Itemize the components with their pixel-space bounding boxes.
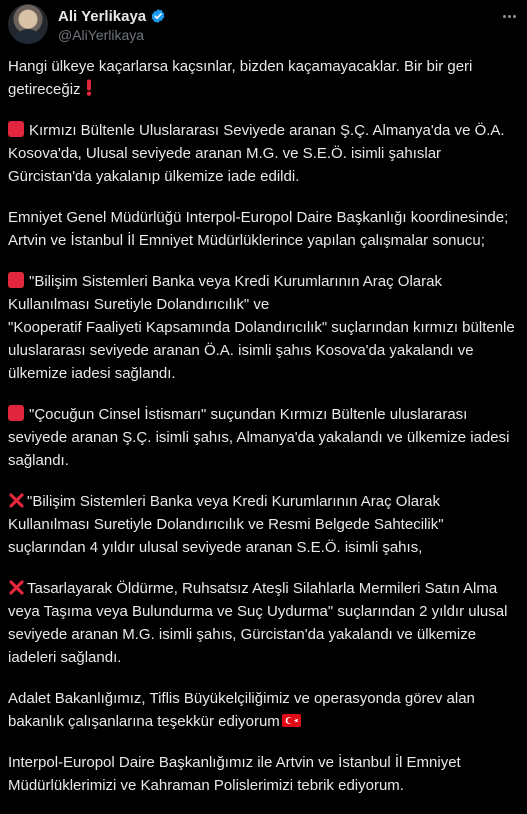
tweet-paragraph-3-text: Emniyet Genel Müdürlüğü Interpol-Europol Daire Başkanlığı koordinesinde; Artvin ve İstanbul İl Emniyet Müdürlüklerince yapılan çalışmalar sonucu;: [8, 209, 509, 249]
author-name-row[interactable]: [58, 7, 166, 25]
tweet-paragraph-5: [8, 403, 516, 472]
cross-mark-emoji: [8, 579, 25, 596]
tweet-header: [8, 4, 519, 44]
turkey-flag-emoji: [282, 714, 301, 727]
tweet-paragraph-8: [8, 687, 516, 733]
tweet-paragraph-5-text: "Çocuğun Cinsel İstismarı" suçundan Kırmızı Bültenle uluslararası seviyede aranan Ş.Ç. isimli şahıs, Almanya'da yakalandı ve ülkemize iadesi sağlandı.: [8, 406, 510, 469]
red-square-emoji: [8, 121, 24, 137]
tweet-paragraph-2-text: Kırmızı Bültenle Uluslararası Seviyede aranan Ş.Ç. Almanya'da ve Ö.A. Kosova'da, Ulusal seviyede aranan M.G. ve S.E.Ö. isimli şahıslar Gürcistan'da yakalanıp ülkemize iade edildi.: [8, 122, 505, 185]
tweet-paragraph-4: [8, 270, 516, 385]
tweet-paragraph-1-text: Hangi ülkeye kaçarlarsa kaçsınlar, bizden kaçamayacaklar. Bir bir geri getireceğiz: [8, 58, 473, 98]
tweet-paragraph-7: [8, 577, 516, 669]
tweet-paragraph-1: [8, 55, 516, 101]
tweet-paragraph-4-line-1: "Bilişim Sistemleri Banka veya Kredi Kurumlarının Araç Olarak Kullanılması Suretiyle Dolandırıcılık" ve: [8, 273, 442, 313]
tweet-paragraph-9-text: Interpol-Europol Daire Başkanlığımız ile Artvin ve İstanbul İl Emniyet Müdürlüklerimizi ve Kahraman Polislerimizi tebrik ediyorum.: [8, 754, 461, 794]
tweet-paragraph-2: [8, 119, 516, 188]
tweet-paragraph-7-text: Tasarlayarak Öldürme, Ruhsatsız Ateşli Silahlarla Mermileri Satın Alma veya Taşıma veya Bulundurma ve Suç Uydurma" suçlarından 2 yıldır ulusal seviyede aranan M.G. isimli şahıs, Gürcistan'da yakalandı ve ülkemize iadeleri sağlandı.: [8, 580, 508, 666]
tweet-paragraph-8-text: Adalet Bakanlığımız, Tiflis Büyükelçiliğimiz ve operasyonda görev alan bakanlık çalışanlarına teşekkür ediyorum: [8, 690, 475, 730]
tweet-paragraph-4-line-2: "Kooperatif Faaliyeti Kapsamında Dolandırıcılık" suçlarından kırmızı bültenle uluslararası seviyede aranan Ö.A. isimli şahıs Kosova'da yakalandı ve ülkemize iadesi sağlandı.: [8, 319, 515, 382]
tweet-text: [8, 55, 516, 797]
tweet-paragraph-9: [8, 751, 516, 797]
avatar[interactable]: [8, 4, 48, 44]
tweet-paragraph-6-text: "Bilişim Sistemleri Banka veya Kredi Kurumlarının Araç Olarak Kullanılması Suretiyle Dolandırıcılık ve Resmi Belgede Sahtecilik" suçlarından 4 yıldır ulusal seviyede aranan S.E.Ö. isimli şahıs,: [8, 493, 444, 556]
tweet-paragraph-3: [8, 206, 516, 252]
cross-mark-emoji: [8, 492, 25, 509]
author-handle[interactable]: @AliYerlikaya: [58, 27, 145, 43]
verified-badge-icon: [150, 8, 166, 24]
red-square-emoji: [8, 272, 24, 288]
more-options-icon[interactable]: [499, 6, 519, 26]
tweet-paragraph-6: [8, 490, 516, 559]
red-square-emoji: [8, 405, 24, 421]
author-display-name[interactable]: Ali Yerlikaya: [58, 7, 147, 25]
avatar-suit-shape: [14, 29, 42, 44]
red-exclamation-emoji: [85, 79, 93, 96]
